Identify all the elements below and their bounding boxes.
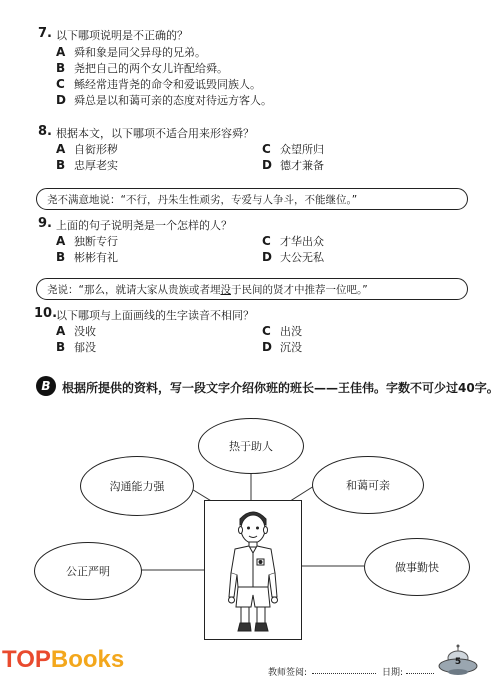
- trait-label: 公正严明: [66, 565, 110, 578]
- option-text: 大公无私: [280, 251, 324, 264]
- trait-bubble-helpful: [198, 418, 304, 474]
- quote-2-underlined-word: 没: [220, 284, 231, 296]
- watermark-top: TOP: [2, 646, 51, 673]
- question-10-text: 以下哪项与上面画线的生字读音不相同？: [56, 309, 254, 322]
- quote-box-1: 尧不满意地说：“不行，丹朱生性顽劣，专爱与人争斗，不能继位。”: [36, 188, 468, 210]
- option-letter: B: [56, 61, 66, 75]
- option-text: 众望所归: [280, 143, 324, 156]
- question-9-number: 9.: [38, 216, 52, 231]
- option-letter: A: [56, 324, 66, 338]
- option-text: 没收: [74, 325, 96, 338]
- trait-label: 热于助人: [229, 440, 273, 453]
- boy-illustration: [205, 501, 301, 639]
- option-letter: C: [262, 324, 271, 338]
- option-letter: B: [56, 340, 66, 354]
- option-text: 舜总是以和蔼可亲的态度对待远方客人。: [74, 94, 272, 107]
- option-text: 才华出众: [280, 235, 324, 248]
- teacher-signature-line[interactable]: [312, 673, 376, 674]
- trait-bubble-communication: [80, 456, 194, 516]
- option-letter: C: [262, 234, 271, 248]
- trait-label: 沟通能力强: [109, 480, 165, 493]
- option-letter: A: [56, 234, 66, 248]
- question-10-number: 10.: [34, 306, 58, 321]
- option-text: 德才兼备: [280, 159, 324, 172]
- trait-bubble-friendly: [312, 456, 424, 514]
- page-number: 5: [454, 657, 462, 667]
- question-7-number: 7.: [38, 26, 52, 41]
- option-text: 沉没: [280, 341, 302, 354]
- date-line[interactable]: [406, 673, 434, 674]
- question-9-text: 上面的句子说明尧是一个怎样的人？: [56, 219, 232, 232]
- trait-bubble-diligent: [364, 538, 470, 596]
- option-letter: D: [262, 250, 272, 264]
- topbooks-watermark: [2, 646, 124, 674]
- option-letter: C: [56, 77, 65, 91]
- class-monitor-portrait: [204, 500, 302, 640]
- option-letter: B: [56, 158, 66, 172]
- trait-label: 做事勤快: [395, 561, 439, 574]
- option-text: 忠厚老实: [74, 159, 118, 172]
- option-letter: D: [262, 158, 272, 172]
- option-text: 郁没: [74, 341, 96, 354]
- section-b-instruction: 根据所提供的资料，写一段文字介绍你班的班长——王佳伟。字数不可少过40字。: [62, 381, 499, 395]
- option-letter: D: [262, 340, 272, 354]
- option-text: 鲧经常违背尧的命令和爱诋毁同族人。: [74, 78, 261, 91]
- date-label: 日期:: [382, 668, 404, 678]
- quote-2-after: 于民间的贤才中推荐一位吧。”: [230, 284, 368, 296]
- teacher-signature-label: 教师签阅:: [268, 668, 308, 678]
- option-text: 尧把自己的两个女儿许配给舜。: [74, 62, 228, 75]
- option-text: 自衒形秽: [74, 143, 118, 156]
- option-text: 独断专行: [74, 235, 118, 248]
- trait-label: 和蔼可亲: [346, 479, 390, 492]
- question-8-number: 8.: [38, 124, 52, 139]
- option-letter: C: [262, 142, 271, 156]
- option-text: 出没: [280, 325, 302, 338]
- trait-bubble-fair: [34, 542, 142, 600]
- option-text: 舜和象是同父异母的兄弟。: [74, 46, 206, 59]
- option-text: 彬彬有礼: [74, 251, 118, 264]
- quote-2-before: 尧说：“那么，就请大家从贵族或者埋: [47, 284, 221, 296]
- section-b-badge: B: [36, 376, 56, 396]
- watermark-books: Books: [50, 646, 125, 673]
- option-letter: B: [56, 250, 66, 264]
- question-7-text: 以下哪项说明是不正确的？: [56, 29, 188, 42]
- option-letter: A: [56, 45, 66, 59]
- option-letter: A: [56, 142, 66, 156]
- option-letter: D: [56, 93, 66, 107]
- question-8-text: 根据本文，以下哪项不适合用来形容舜？: [56, 127, 254, 140]
